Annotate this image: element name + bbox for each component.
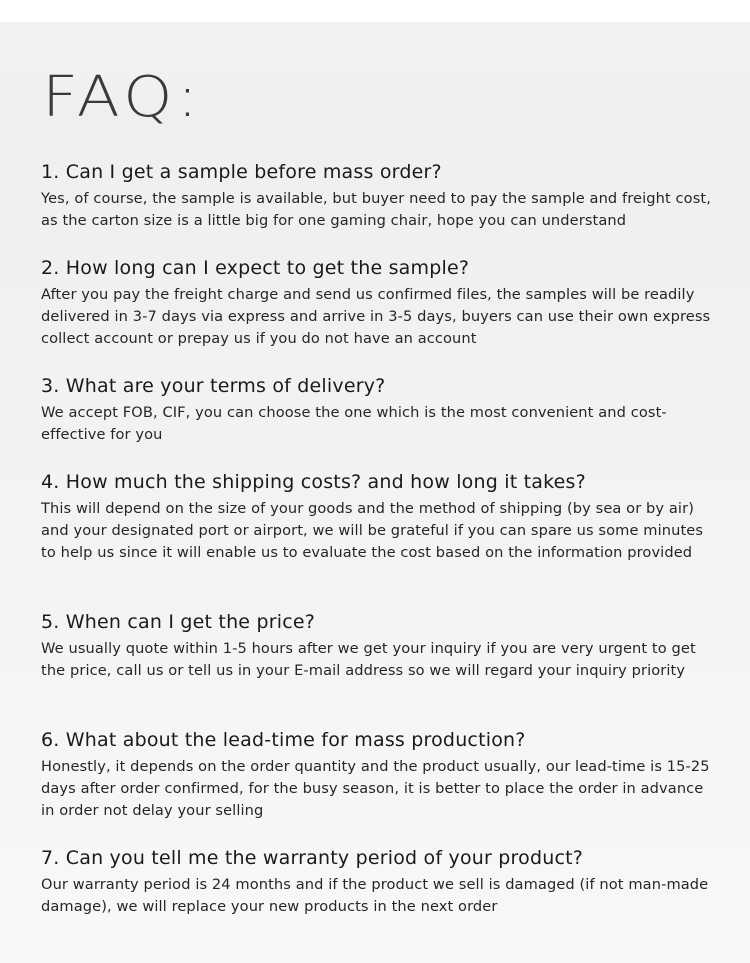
- faq-answer: Our warranty period is 24 months and if the product we sell is damaged (if not man-made damage), we will replace your new products in the next order: [41, 876, 709, 915]
- faq-item: [41, 610, 721, 682]
- faq-question: 5. When can I get the price?: [41, 611, 316, 633]
- faq-item: [41, 846, 721, 918]
- faq-question: 4. How much the shipping costs? and how long it takes?: [41, 471, 586, 493]
- faq-answer: Honestly, it depends on the order quantity and the product usually, our lead-time is 15-25 days after order confirmed, for the busy season, it is better to place the order in advance in order not delay your selling: [41, 758, 710, 819]
- faq-question: 1. Can I get a sample before mass order?: [41, 161, 442, 183]
- faq-question: 6. What about the lead-time for mass production?: [41, 729, 526, 751]
- faq-item: [41, 256, 721, 350]
- faq-answer: We usually quote within 1-5 hours after we get your inquiry if you are very urgent to get the price, call us or tell us in your E-mail address so we will regard your inquiry priority: [41, 640, 696, 679]
- faq-item: [41, 374, 721, 446]
- faq-answer: Yes, of course, the sample is available, but buyer need to pay the sample and freight cost, as the carton size is a little big for one gaming chair, hope you can understand: [41, 190, 711, 229]
- faq-item: [41, 728, 721, 822]
- top-strip: [0, 0, 750, 22]
- page-title: FAQ:: [42, 65, 203, 130]
- faq-question: 3. What are your terms of delivery?: [41, 375, 386, 397]
- faq-question: 7. Can you tell me the warranty period of your product?: [41, 847, 584, 869]
- faq-item: [41, 470, 721, 564]
- faq-answer: After you pay the freight charge and send us confirmed files, the samples will be readily delivered in 3-7 days via express and arrive in 3-5 days, buyers can use their own express collect account or prepay us if you do not have an account: [41, 286, 711, 347]
- faq-item: [41, 160, 721, 232]
- faq-answer: We accept FOB, CIF, you can choose the one which is the most convenient and cost-effective for you: [41, 404, 667, 443]
- faq-answer: This will depend on the size of your goods and the method of shipping (by sea or by air) and your designated port or airport, we will be grateful if you can spare us some minutes to help us since it will enable us to evaluate the cost based on the information provided: [41, 500, 704, 561]
- faq-question: 2. How long can I expect to get the sample?: [41, 257, 470, 279]
